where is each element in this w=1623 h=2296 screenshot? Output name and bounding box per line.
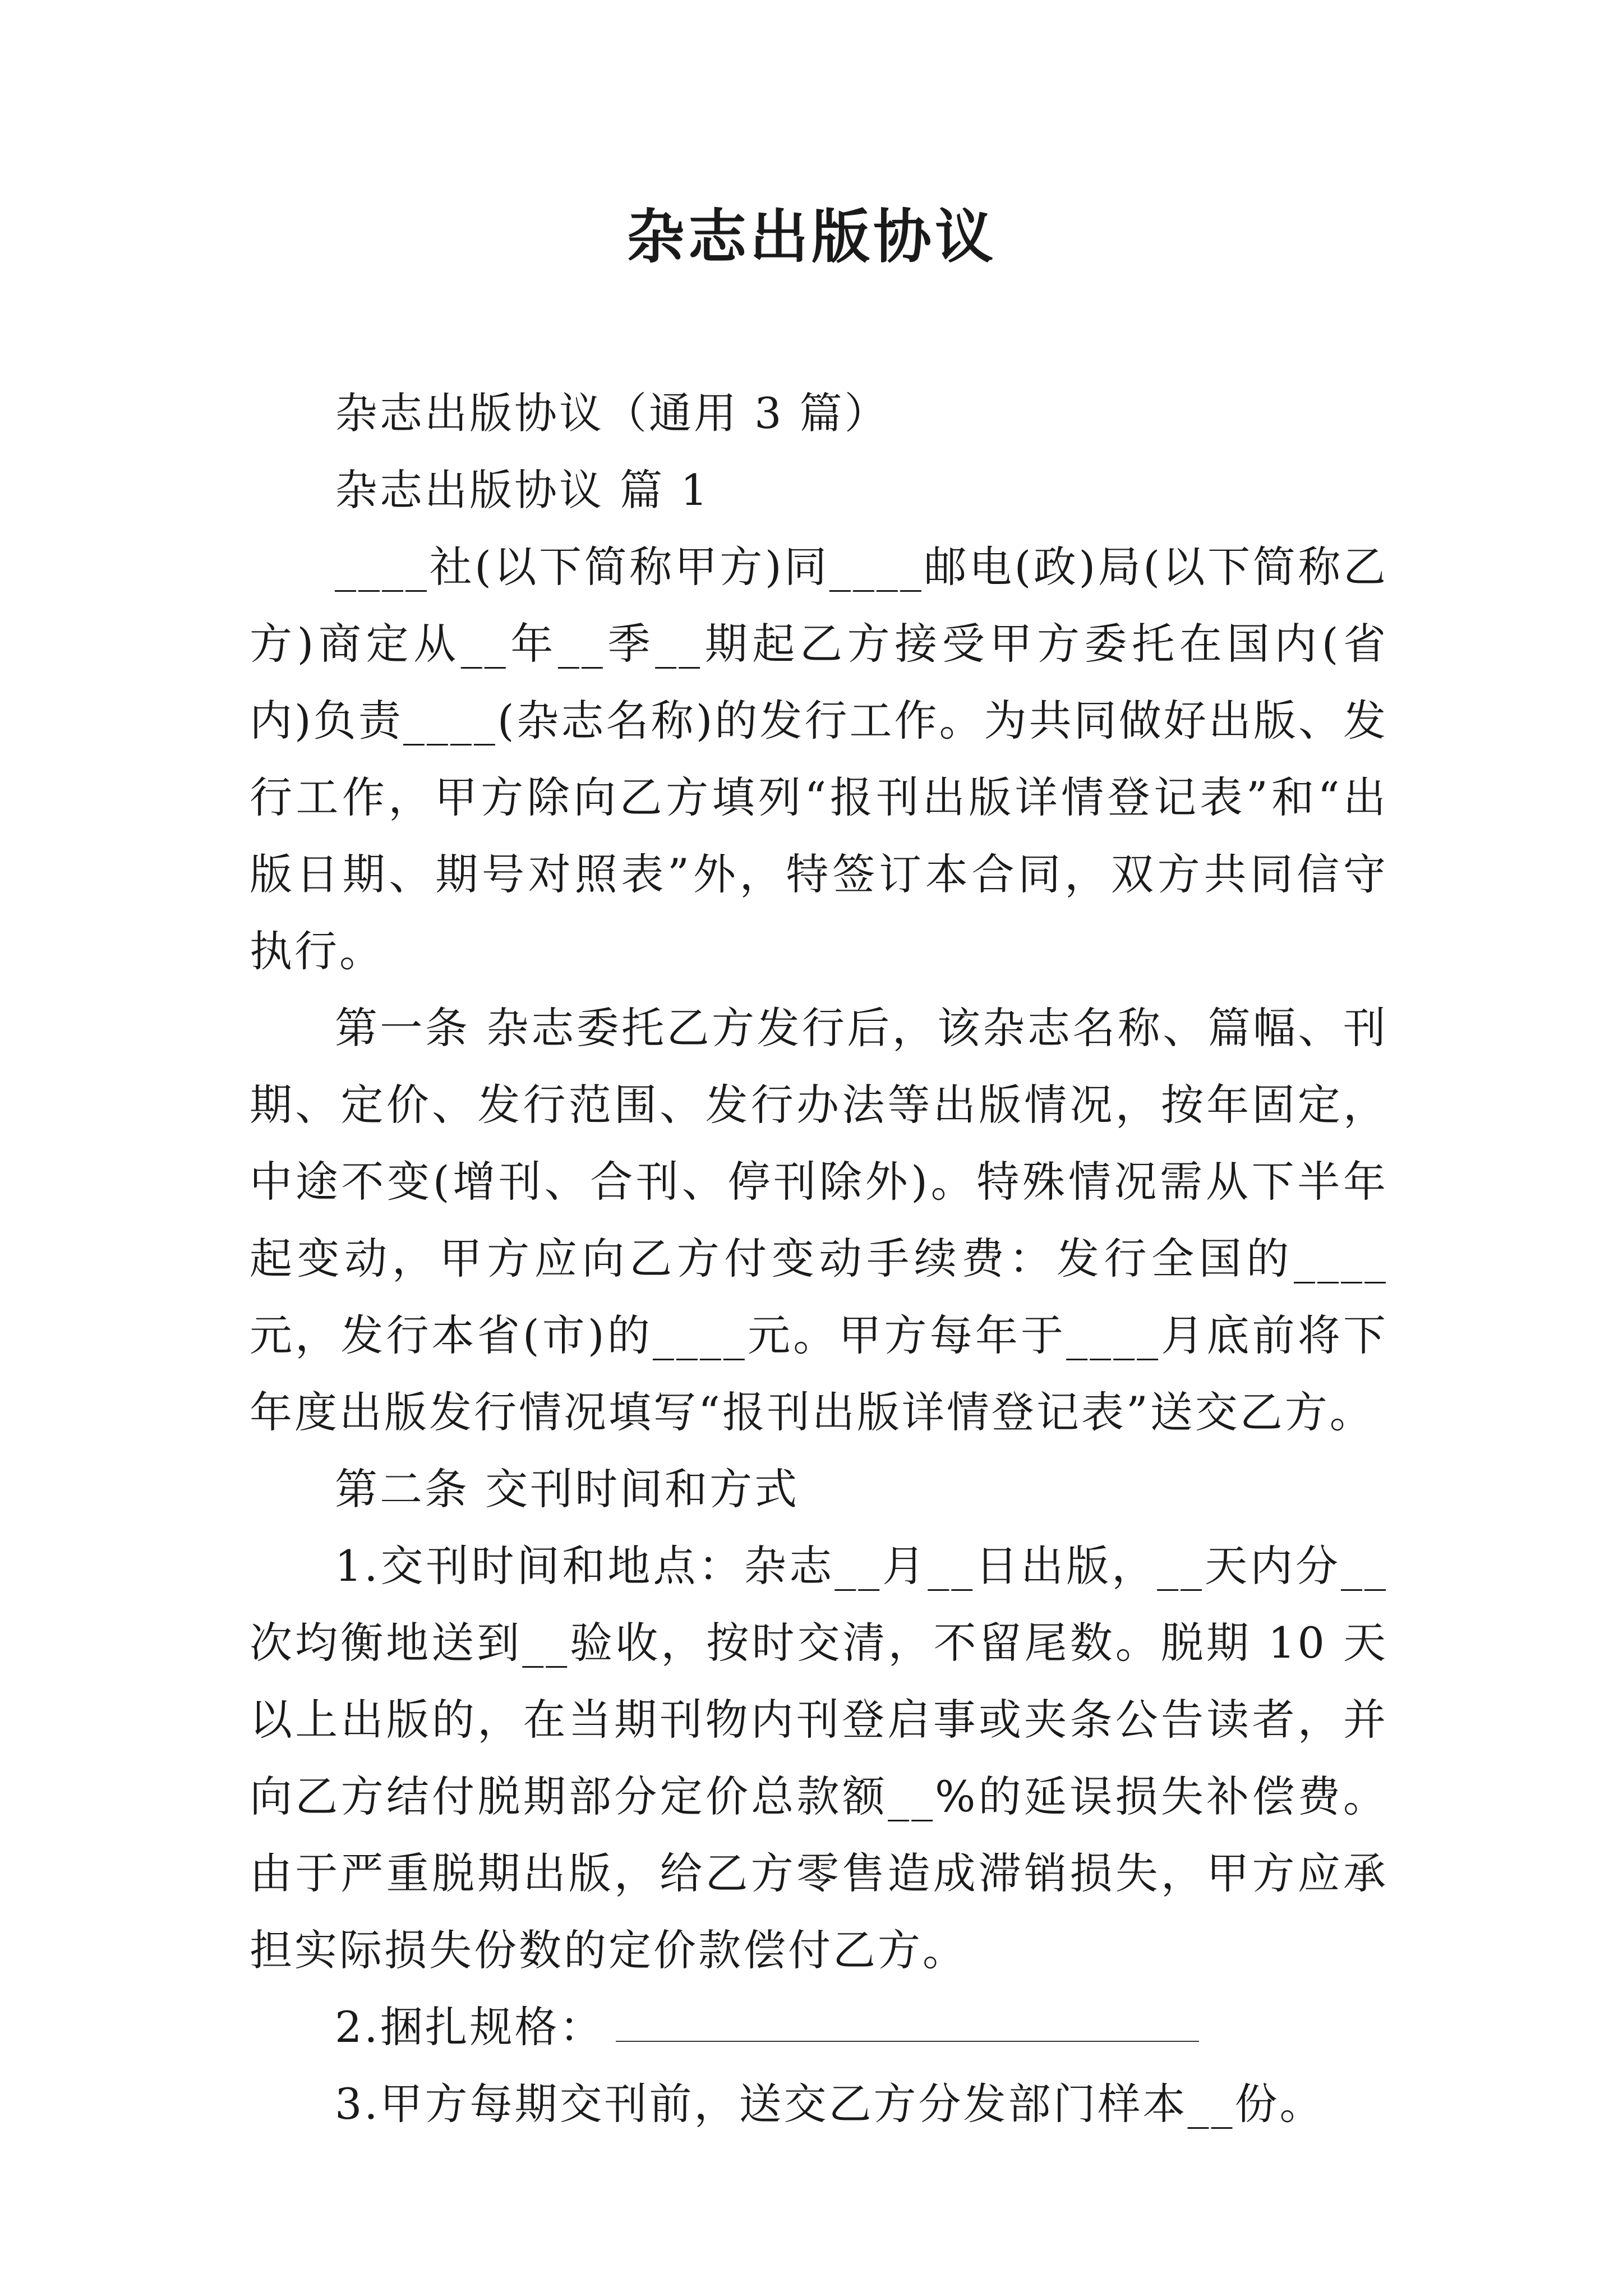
paragraph-item-2 bbox=[250, 1989, 1388, 2065]
paragraph-article-1: 第一条 杂志委托乙方发行后，该杂志名称、篇幅、刊期、定价、发行范围、发行办法等出版情况，按年固定，中途不变(增刊、合刊、停刊除外)。特殊情况需从下半年起变动，甲方应向乙方付变动手续费：发行全国的____元，发行本省(市)的____元。甲方每年于____月底前将下年度出版发行情况填写“报刊出版详情登记表”送交乙方。 bbox=[250, 1003, 1388, 1437]
blank-underline bbox=[616, 2007, 1199, 2042]
section-heading: 杂志出版协议 篇 1 bbox=[335, 465, 710, 515]
document-body bbox=[250, 375, 1388, 2142]
article-2-heading: 第二条 交刊时间和方式 bbox=[335, 1464, 800, 1514]
subtitle: 杂志出版协议（通用 3 篇） bbox=[335, 388, 889, 438]
paragraph-intro: ____社(以下简称甲方)同____邮电(政)局(以下简称乙方)商定从__年__季__期起乙方接受甲方委托在国内(省内)负责____(杂志名称)的发行工作。为共同做好出版、发行工作，甲方除向乙方填列“报刊出版详情登记表”和“出版日期、期号对照表”外，特签订本合同，双方共同信守执行。 bbox=[250, 542, 1388, 976]
item-2-label: 2.捆扎规格： bbox=[335, 2002, 605, 2052]
paragraph-item-3: 3.甲方每期交刊前，送交乙方分发部门样本__份。 bbox=[335, 2079, 1325, 2129]
document-title: 杂志出版协议 bbox=[626, 202, 997, 271]
paragraph-item-1: 1.交刊时间和地点：杂志__月__日出版，__天内分__次均衡地送到__验收，按时交清，不留尾数。脱期 10 天以上出版的，在当期刊物内刊登启事或夹条公告读者，并向乙方结付脱期部分定价总款额__%的延误损失补偿费。由于严重脱期出版，给乙方零售造成滞销损失，甲方应承担实际损失份数的定价款偿付乙方。 bbox=[250, 1541, 1388, 1975]
